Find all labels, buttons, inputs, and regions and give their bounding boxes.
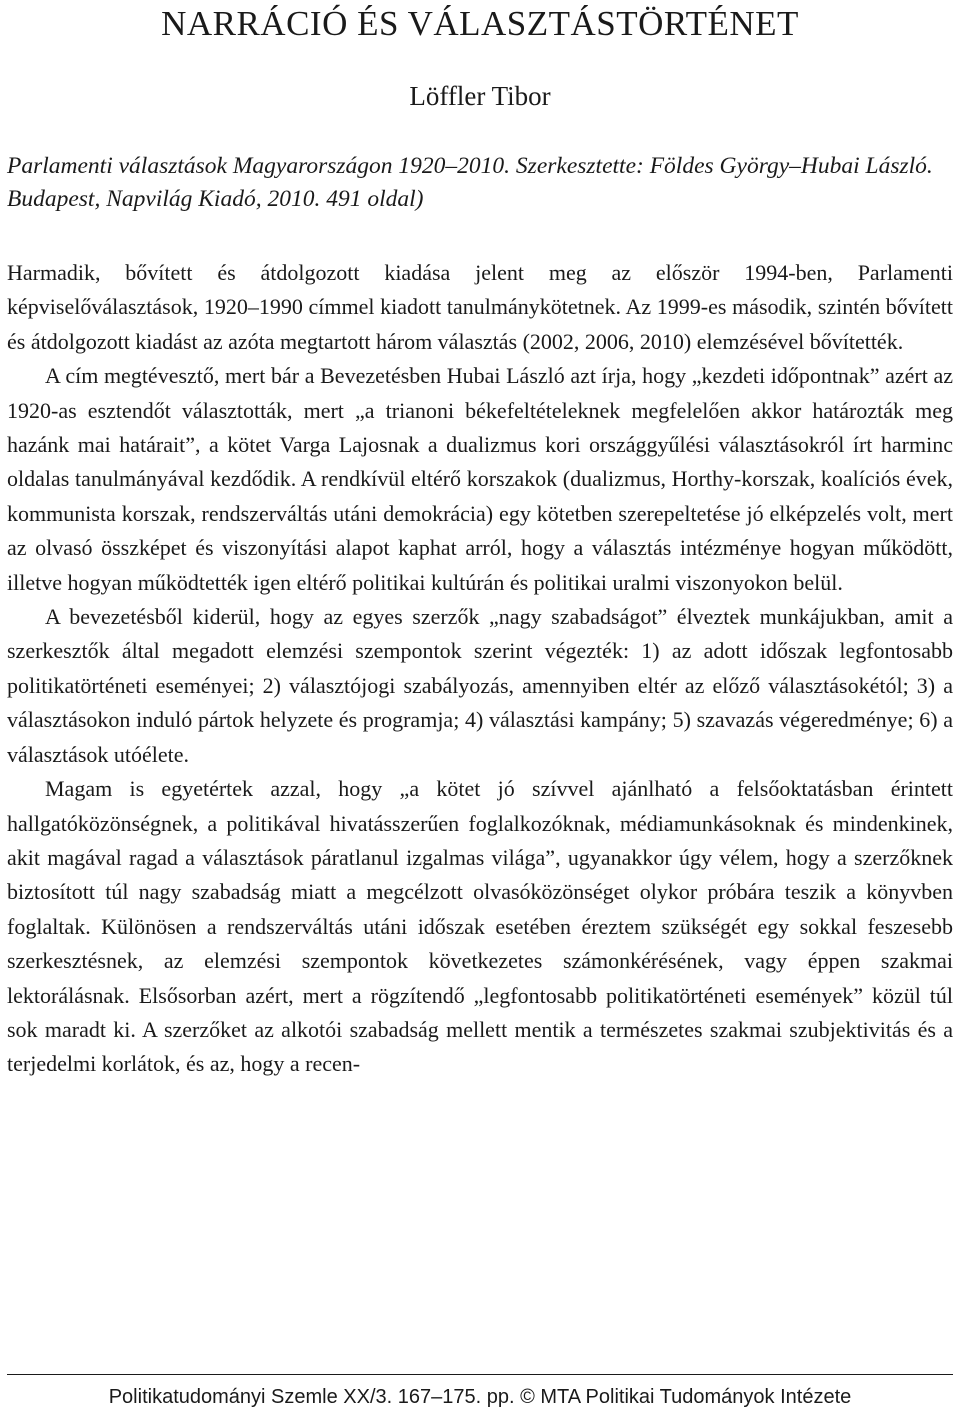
footer-divider (7, 1374, 953, 1375)
paragraph: A cím megtévesztő, mert bár a Bevezetésben Hubai László azt írja, hogy „kezdeti időpontnak” azért az 1920-as esztendőt választották, mert „a trianoni békefeltételeknek megfelelően akkor határozták meg hazánk mai határait”, a kötet Varga Lajosnak a dualizmus kori országgyűlési választásokról írt harminc oldalas tanulmányával kezdődik. A rendkívül eltérő korszakok (dualizmus, Horthy-korszak, koalíciós évek, kommunista korszak, rendszerváltás utáni demokrácia) egy kötetben szerepeltetése jó elképzelés volt, mert az olvasó összképet és viszonyítási alapot kaphat arról, hogy a választás intézménye hogyan működött, illetve hogyan működtették igen eltérő politikai kultúrán és politikai uralmi viszonyokon belül. (7, 363, 953, 595)
page-footer: Politikatudományi Szemle XX/3. 167–175. pp. © MTA Politikai Tudományok Intézete (108, 1386, 852, 1408)
paragraph: Magam is egyetértek azzal, hogy „a kötet jó szívvel ajánlható a felsőoktatásban érintett hallgatóközönségnek, a politikával hivatásszerűen foglalkozóknak, médiamunkásoknak és mindenkinek, akit magával ragad a választások páratlanul izgalmas világa”, ugyanakkor úgy vélem, hogy a szerzőknek biztosított túl nagy szabadság miatt a megcélzott olvasóközönséget olykor próbára teszik a könyvben foglaltak. Különösen a rendszerváltás utáni időszak esetében éreztem szükségét egy sokkal feszesebb szerkesztésnek, az elemzési szempontok következetes számonkérésének, vagy éppen szakmai lektorálásnak. Elsősorban azért, mert a rögzítendő „legfontosabb politikatörténeti események” közül túl sok maradt ki. A szerzőket az alkotói szabadság mellett mentik a természetes szakmai szubjektivitás és a terjedelmi korlátok, és az, hogy a recen- (7, 776, 953, 1077)
author-name: Löffler Tibor (409, 81, 551, 111)
paragraph: Harmadik, bővített és átdolgozott kiadása jelent meg az először 1994-ben, Parlamenti képviselőválasztások, 1920–1990 címmel kiadott tanulmánykötetnek. Az 1999-es második, szintén bővített és átdolgozott kiadást az azóta megtartott három választás (2002, 2006, 2010) elemzésével bővítették. (7, 260, 953, 354)
book-citation: Parlamenti választások Magyarországon 1920–2010. Szerkesztette: Földes György–Hubai László. Budapest, Napvilág Kiadó, 2010. 491 oldal) (7, 153, 933, 212)
page-title: NARRÁCIÓ ÉS VÁLASZTÁSTÖRTÉNET (161, 4, 799, 43)
article-body (7, 256, 953, 1082)
paragraph: A bevezetésből kiderül, hogy az egyes szerzők „nagy szabadságot” élveztek munkájukban, amit a szerkesztők által megadott elemzési szempontok szerint végezték: 1) az adott időszak legfontosabb politikatörténeti eseményei; 2) választójogi szabályozás, amennyiben eltér az előző választásokétól; 3) a választásokon induló pártok helyzete és programja; 4) választási kampány; 5) szavazás végeredménye; 6) a választások utóélete. (7, 604, 953, 767)
